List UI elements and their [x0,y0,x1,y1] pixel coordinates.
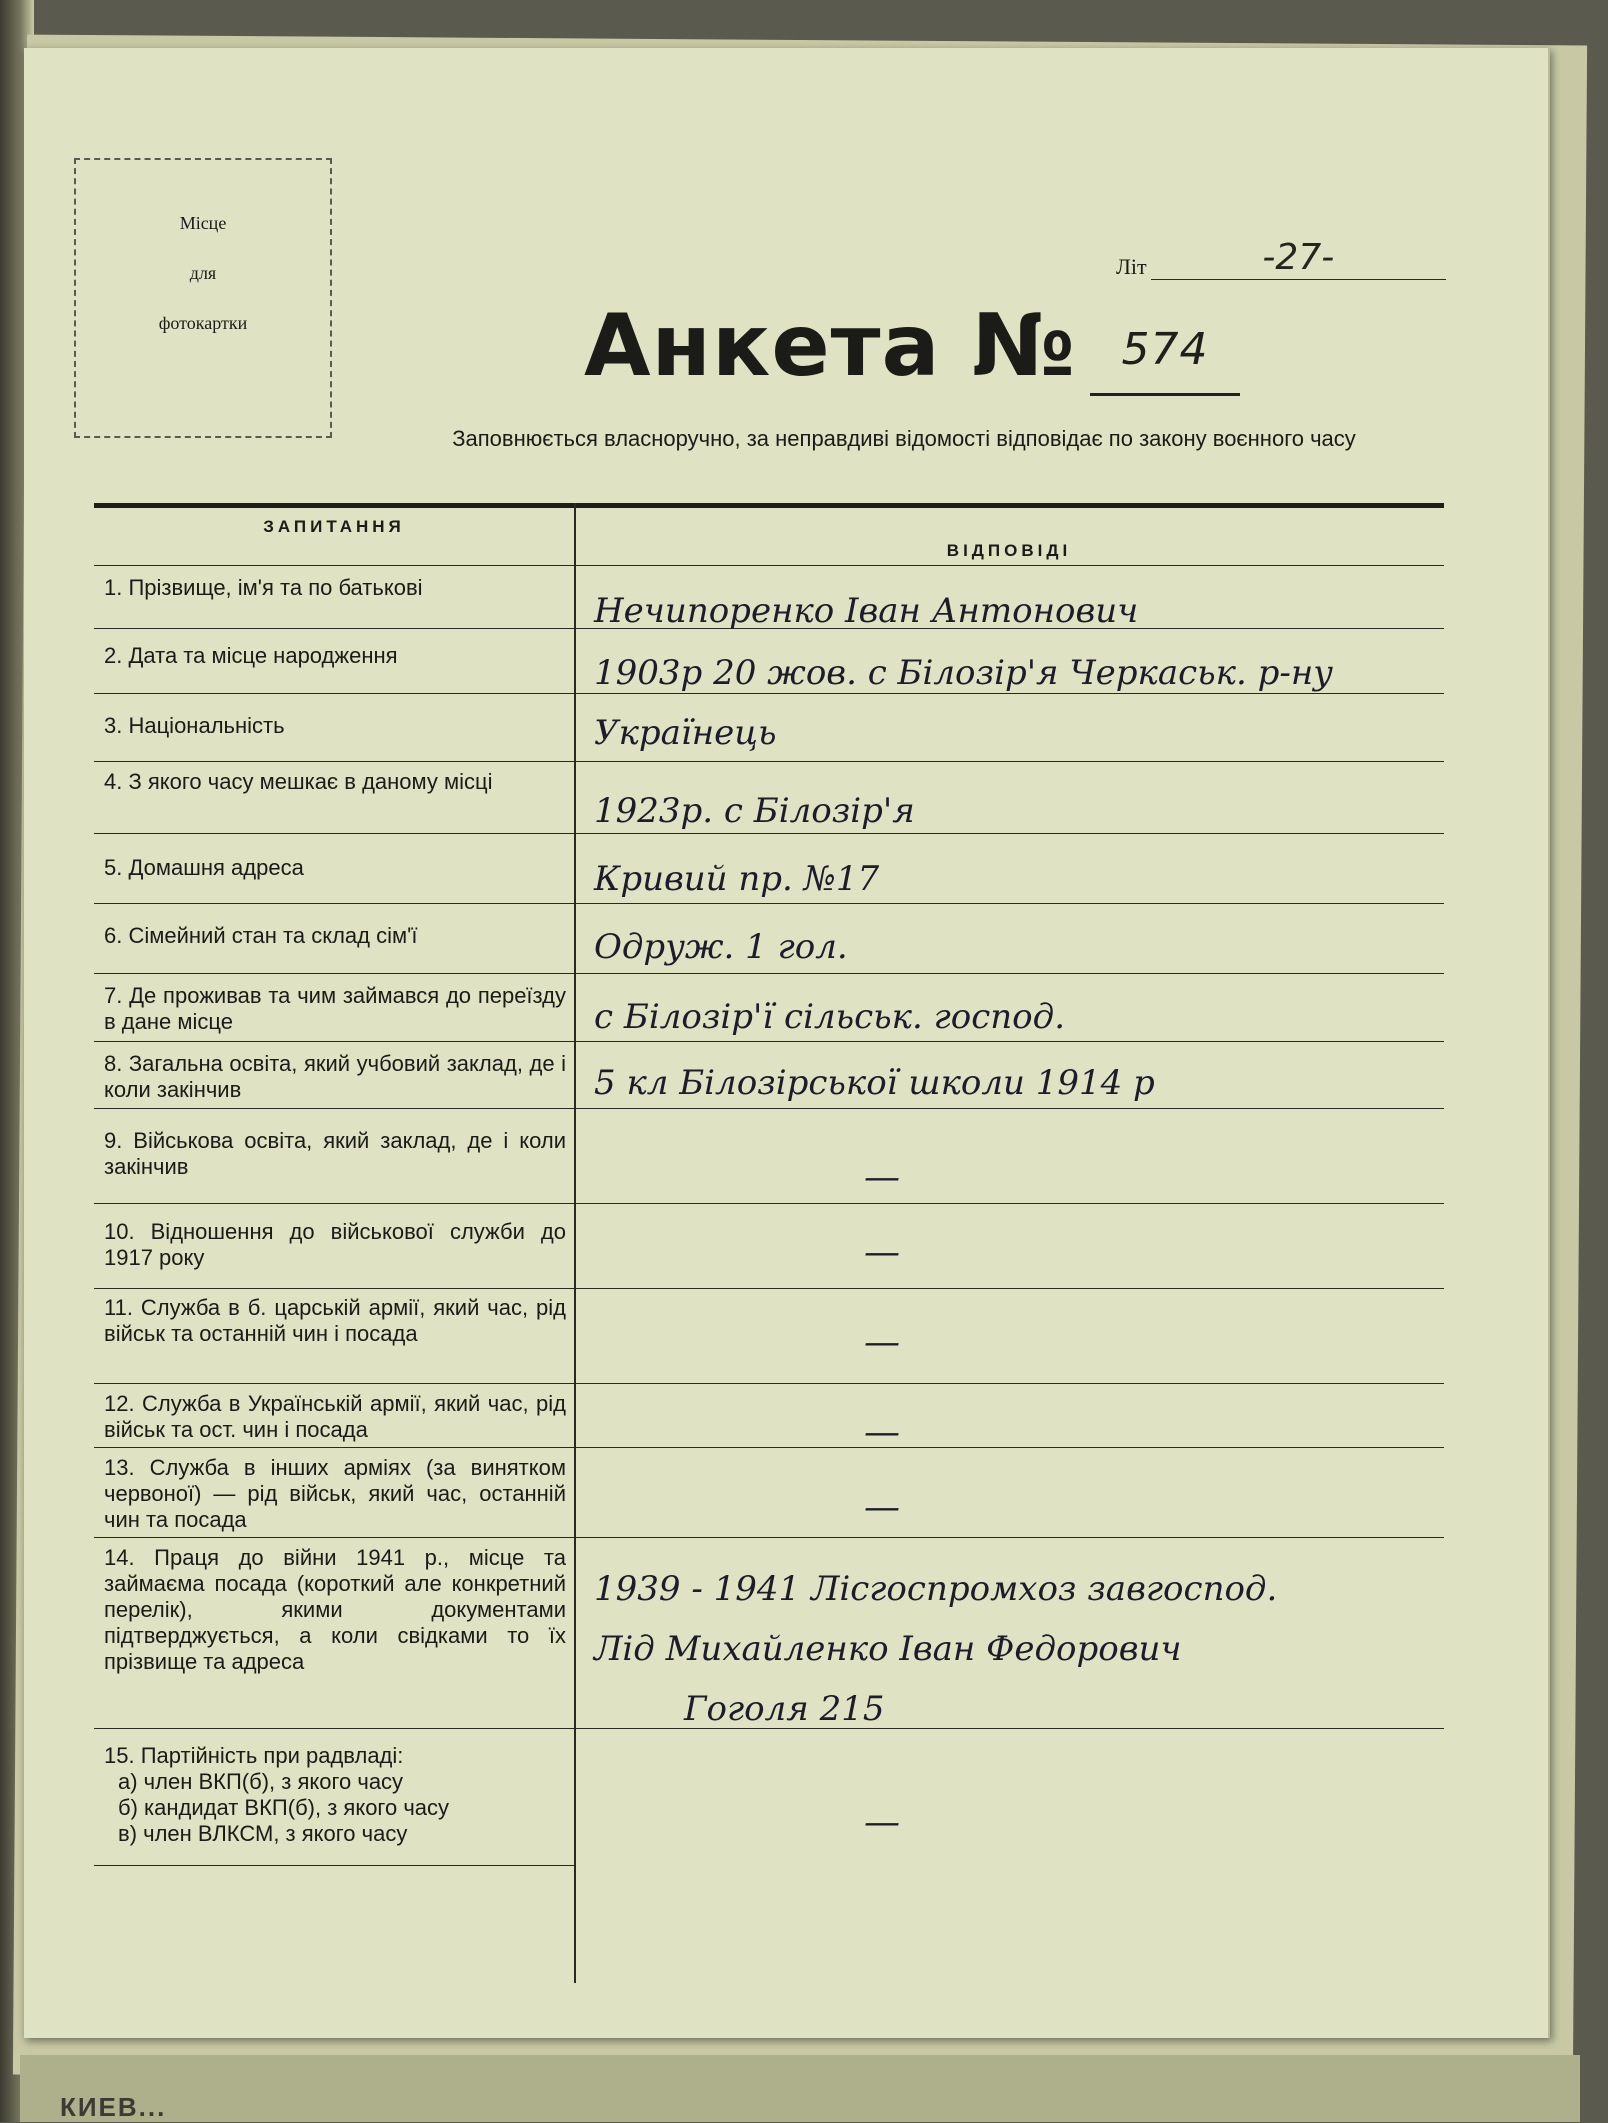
answer-14-line-1: 1939 - 1941 Лісгоспромхоз завгоспод. [594,1569,1278,1609]
answer-7: с Білозір'ї сільськ. господ. [594,997,1066,1037]
question-15c: в) член ВЛКСМ, з якого часу [118,1821,408,1846]
title-number: 574 [1121,324,1209,375]
sheet-number-label: Літ [1116,254,1147,279]
table-row [94,973,1444,974]
page-title [584,296,1240,396]
question-4: 4. З якого часу мешкає в даному місці [104,769,493,794]
table-row [94,903,1444,904]
questionnaire-sheet [24,48,1550,2038]
questions-header: ЗАПИТАННЯ [263,517,405,536]
answer-9: — [864,1157,900,1198]
questionnaire-table [94,503,1444,1983]
answer-14-line-3: Гоголя 215 [684,1689,885,1729]
question-2: 2. Дата та місце народження [104,643,398,668]
question-1: 1. Прізвище, ім'я та по батькові [104,575,423,600]
question-7: 7. Де проживав та чим займався до переїзду в дане місце [104,983,566,1034]
title-number-field [1090,323,1240,396]
answer-10: — [864,1232,900,1273]
question-8: 8. Загальна освіта, який учбовий заклад, де і коли закінчив [104,1051,566,1102]
answer-13: — [864,1487,900,1528]
photo-label-3: фотокартки [158,313,248,333]
answer-12: — [864,1412,900,1453]
question-14: 14. Праця до війни 1941 р., місце та займаєма посада (короткий але конкретний перелік), якими документами підтверджується, а коли свідками то їх прізвище та адреса [104,1545,566,1674]
table-row [94,565,1444,566]
answer-1: Нечипоренко Іван Антонович [594,591,1139,631]
question-15a: а) член ВКП(б), з якого часу [118,1769,404,1794]
table-row [94,1288,1444,1289]
table-row [94,1041,1444,1042]
table-row [94,1203,1444,1204]
table-row [94,833,1444,834]
folder-bottom [20,2055,1580,2122]
question-15b: б) кандидат ВКП(б), з якого часу [118,1795,450,1820]
photo-label-1: Місце [179,213,227,233]
sheet-number-value: -27- [1151,243,1446,280]
question-11: 11. Служба в б. царській армії, який час, рід військ та останній чин і посада [104,1295,566,1346]
table-row [94,1447,1444,1448]
question-10: 10. Відношення до військової служби до 1917 року [104,1219,566,1270]
answer-2: 1903р 20 жов. с Білозір'я Черкаськ. р-ну [594,653,1333,693]
photo-placeholder [74,158,332,438]
question-3: 3. Національність [104,713,285,738]
answer-5: Кривий пр. №17 [594,859,880,899]
sheet-number [1116,237,1446,280]
question-13: 13. Служба в інших арміях (за винятком червоної) — рід військ, який час, останній чин та посада [104,1455,566,1532]
answers-header: ВІДПОВІДІ [946,541,1072,560]
table-row [94,1728,1444,1729]
bottom-stamp: КИЕВ... [60,2092,167,2122]
title-text: Анкета № [584,296,1076,396]
answer-14-line-2: Лід Михайленко Іван Федорович [594,1629,1182,1669]
table-row [94,1108,1444,1109]
subtitle: Заповнюється власноручно, за неправдиві відомості відповідає по закону воєнного часу [452,426,1356,451]
table-row [94,1383,1444,1384]
answer-15: — [864,1802,900,1843]
table-row [94,1537,1444,1538]
table-row [94,693,1444,694]
answer-8: 5 кл Білозірської школи 1914 р [594,1063,1155,1103]
column-separator [574,503,576,1983]
table-bottom-rule [94,1865,574,1866]
question-6: 6. Сімейний стан та склад сім'ї [104,923,418,948]
question-9: 9. Військова освіта, який заклад, де і коли закінчив [104,1128,566,1179]
question-15: 15. Партійність при радвладі: [104,1743,404,1768]
answer-4: 1923р. с Білозір'я [594,791,915,831]
table-row [94,761,1444,762]
answer-11: — [864,1322,900,1363]
answer-3: Українець [594,713,777,753]
photo-label-2: для [189,263,217,283]
answer-6: Одруж. 1 гол. [594,927,848,967]
table-row [94,628,1444,629]
question-12: 12. Служба в Українській армії, який час, рід військ та ост. чин і посада [104,1391,566,1442]
question-5: 5. Домашня адреса [104,855,304,880]
table-top-rule [94,503,1444,508]
